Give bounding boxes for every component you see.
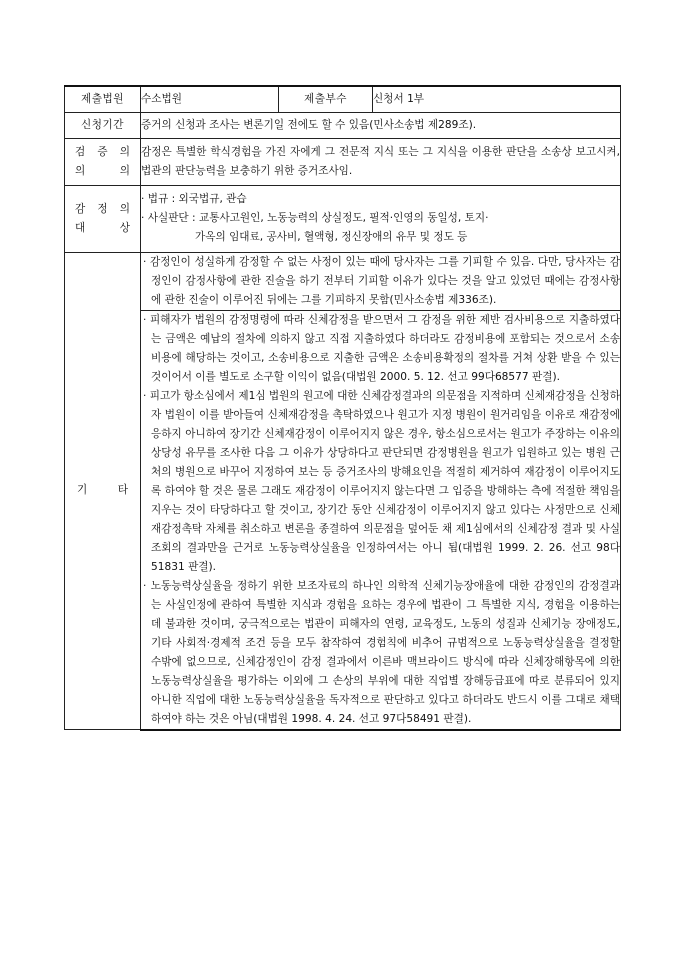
meaning-row <box>65 138 621 185</box>
case-1999: · 피고가 항소심에서 제1심 법원의 원고에 대한 신체감정결과의 의문점을 지적하며 신체재감정을 신청하자 법원이 이를 받아들여 신체재감정을 촉탁하였으나 원고가 지정 병원이 원거리임을 이유로 재감정에 응하지 아니하여 장기간 신체재감정이 이루어지지 않은 경우, 항소심으로서는 원고가 주장하는 이유의 상당성 유무를 조사한 다음 그 이유가 상당하다고 판단되면 감정병원을 원고가 입원하고 있는 병원 근처의 병원으로 바꾸어 지정하여 보는 등 증거조사의 방해요인을 적절히 제거하여 재감정이 이루어지도록 하여야 할 것은 물론 그래도 재감정이 이루어지지 않는다면 그 입증을 방해하는 측에 적절한 책임을 지우는 것이 타당하다고 할 것이고, 장기간 동안 신체감정이 이루어지지 않고 있다는 사정만으로 신체재감정촉탁 자체를 취소하고 변론을 종결하여 의문점을 덮어둔 채 제1심에서의 신체감정 결과 및 사실조회의 결과만을 근거로 노동능력상실율을 인정하여서는 아니 됨(대법원 1999. 2. 26. 선고 98다51831 판결). <box>143 389 620 573</box>
target-item-laws: · 법규 : 외국법규, 관습 <box>141 193 247 205</box>
target-label-line2: 대 상 <box>75 221 130 234</box>
case-2000: · 피해자가 법원의 감정명령에 따라 신체감정을 받으면서 그 감정을 위한 제반 검사비용으로 지출하였다는 금액은 예납의 절차에 의하지 않고 직접 지출하였다 하더라도 감정비용에 포함되는 것으로서 소송비용에 해당하는 것이고, 소송비용으로 지출한 금액은 소송비용확정의 절차를 거쳐 상환 받을 수 있는 것이어서 이를 별도로 소구할 이익이 없음(대법원 2000. 5. 12. 선고 99다68577 판결). <box>143 313 620 383</box>
period-row <box>65 112 621 138</box>
copies-label: 제출부수 <box>279 86 373 112</box>
meaning-label-line1: 검 증 의 <box>75 145 130 158</box>
target-text <box>141 185 621 252</box>
target-label-line1: 감 정 의 <box>75 202 130 215</box>
etc-label: 기 타 <box>65 252 141 730</box>
target-item-facts-cont: 가옥의 임대료, 공사비, 혈액형, 정신장애의 유무 및 정도 등 <box>195 231 468 243</box>
target-row <box>65 185 621 252</box>
case-1998: · 노동능력상실율을 정하기 위한 보조자료의 하나인 의학적 신체기능장애율에 대한 감정인의 감정결과는 사실인정에 관하여 특별한 지식과 경험을 요하는 경우에 법관이 그 특별한 지식, 경험을 이용하는 데 불과한 것이며, 궁극적으로는 법관이 피해자의 연령, 교육정도, 노동의 성질과 신체기능 장애정도, 기타 사회적·경제적 조건 등을 모두 참작하여 경험칙에 비추어 규범적으로 노동능력상실율을 결정할 수밖에 없으므로, 신체감정인이 감정 결과에서 이른바 맥브라이드 방식에 따라 신체장해항목에 의한 노동능력상실율을 평가하는 이외에 그 손상의 부위에 대한 직업별 장해등급표에 따로 분류되어 있지 아니한 직업에 대한 노동능력상실율을 독자적으로 판단하고 있다고 하더라도 반드시 이를 그대로 채택하여야 하는 것은 아님(대법원 1998. 4. 24. 선고 97다58491 판결). <box>143 579 620 725</box>
period-text: 증거의 신청과 조사는 변론기일 전에도 할 수 있음(민사소송법 제289조). <box>141 112 621 138</box>
copies-value: 신청서 1부 <box>373 86 621 112</box>
target-item-facts: · 사실판단 : 교통사고원인, 노동능력의 상실정도, 필적·인영의 동일성, 토지· <box>141 212 489 224</box>
period-label: 신청기간 <box>65 112 141 138</box>
etc-row-1 <box>65 252 621 310</box>
etc-block-recusal: · 감정인이 성실하게 감정할 수 없는 사정이 있는 때에 당사자는 그를 기피할 수 있음. 다만, 당사자는 감정인이 감정사항에 관한 진술을 하기 전부터 기피할 이유가 있다는 것을 알고 있었던 때에는 감정사항에 관한 진술이 이루어진 뒤에는 그를 기피하지 못함(민사소송법 제336조). <box>141 252 621 310</box>
meaning-label <box>65 138 141 185</box>
target-label <box>65 185 141 252</box>
meaning-text: 감정은 특별한 학식경험을 가진 자에게 그 전문적 지식 또는 그 지식을 이용한 판단을 소송상 보고시켜, 법관의 판단능력을 보충하기 위한 증거조사임. <box>141 138 621 185</box>
procedure-table <box>64 85 621 731</box>
court-label: 제출법원 <box>65 86 141 112</box>
etc-block-cases <box>141 310 621 730</box>
header-row <box>65 86 621 112</box>
court-value: 수소법원 <box>141 86 279 112</box>
meaning-label-line2: 의 의 <box>75 164 130 177</box>
etc-row-2 <box>65 310 621 730</box>
